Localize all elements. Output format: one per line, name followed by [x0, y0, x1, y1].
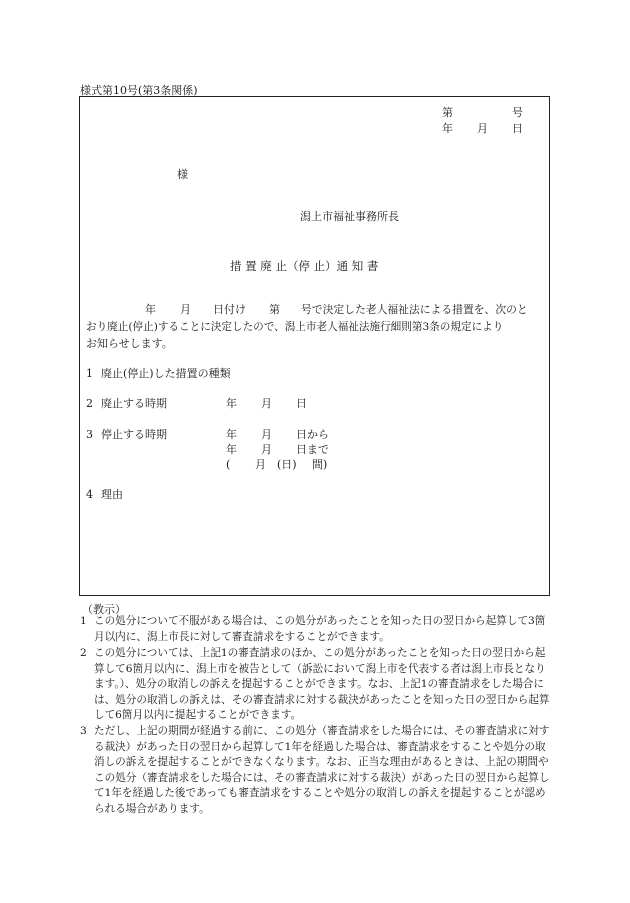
- number-suffix: 号: [512, 106, 523, 119]
- instruction-item: [80, 724, 550, 817]
- date-month: 月: [477, 122, 488, 135]
- addressee-suffix: 様: [177, 168, 188, 181]
- item-3-span-month: 月: [255, 458, 266, 471]
- form-label: 様式第10号(第3条関係): [80, 84, 198, 97]
- instruction-number: 2: [80, 647, 87, 659]
- item-4-number: 4: [86, 488, 93, 501]
- instruction-number: 3: [80, 725, 87, 737]
- item-2-month: 月: [261, 397, 272, 410]
- item-3-to-day: 日まで: [296, 443, 329, 456]
- instruction-number: 1: [80, 615, 87, 627]
- item-2-day: 日: [296, 397, 307, 410]
- instruction-item: [80, 614, 550, 645]
- item-3-span-day: (日): [277, 458, 297, 471]
- intro-no: 第: [269, 303, 280, 316]
- document-title: 措 置 廃 止（停 止）通 知 書: [230, 259, 379, 273]
- instruction-text: ただし、上記の期間が経過する前に、この処分（審査請求をした場合には、その審査請求に対する裁決）があった日の翌日から起算して1年を経過した場合は、審査請求をすることや処分の取消しの訴えを提起することができなくなります。なお、正当な理由があるときは、上記の期間やこの処分（審査請求をした場合には、その審査請求に対する裁決）があった日の翌日から起算して1年を経過した後であっても審査請求をすることや処分の取消しの訴えを提起することが認められる場合があります。: [94, 725, 550, 815]
- item-1-number: 1: [86, 367, 93, 380]
- instruction-text: この処分について不服がある場合は、この処分があったことを知った日の翌日から起算して3箇月以内に、潟上市長に対して審査請求をすることができます。: [94, 615, 546, 643]
- sender: 潟上市福祉事務所長: [300, 210, 399, 223]
- item-2-number: 2: [86, 397, 93, 410]
- intro-month: 月: [180, 303, 191, 316]
- item-3-from-month: 月: [261, 428, 272, 441]
- item-3-number: 3: [86, 428, 93, 441]
- item-3-label: 停止する時期: [101, 428, 167, 441]
- intro-line1-rest: 号で決定した老人福祉法による措置を、次のと: [301, 303, 528, 316]
- item-1-label: 廃止(停止)した措置の種類: [101, 367, 231, 380]
- intro-line3: お知らせします。: [86, 337, 173, 350]
- item-3-from-day: 日から: [296, 428, 329, 441]
- intro-line2: おり廃止(停止)することに決定したので、潟上市老人福祉法施行細則第3条の規定により: [86, 321, 504, 333]
- item-4-label: 理由: [101, 488, 123, 501]
- intro-year: 年: [145, 303, 156, 316]
- item-2-label: 廃止する時期: [101, 397, 167, 410]
- instructions-heading: （教示）: [82, 603, 126, 616]
- number-prefix: 第: [442, 106, 453, 119]
- item-3-span-close: 間): [312, 458, 328, 471]
- date-day: 日: [512, 122, 523, 135]
- item-3-span-open: (: [226, 458, 231, 471]
- item-3-to-month: 月: [261, 443, 272, 456]
- date-year: 年: [442, 122, 453, 135]
- instruction-item: [80, 646, 550, 724]
- item-3-to-year: 年: [226, 443, 237, 456]
- intro-dated: 日付け: [213, 303, 246, 316]
- instruction-text: この処分については、上記1の審査請求のほか、この処分があったことを知った日の翌日から起算して6箇月以内に、潟上市を被告として（訴訟において潟上市を代表する者は潟上市長となります。）、処分の取消しの訴えを提起することができます。なお、上記1の審査請求をした場合には、処分の取消しの訴えは、その審査請求に対する裁決があったことを知った日の翌日から起算して6箇月以内に提起することができます。: [94, 647, 550, 721]
- item-3-from-year: 年: [226, 428, 237, 441]
- item-2-year: 年: [226, 397, 237, 410]
